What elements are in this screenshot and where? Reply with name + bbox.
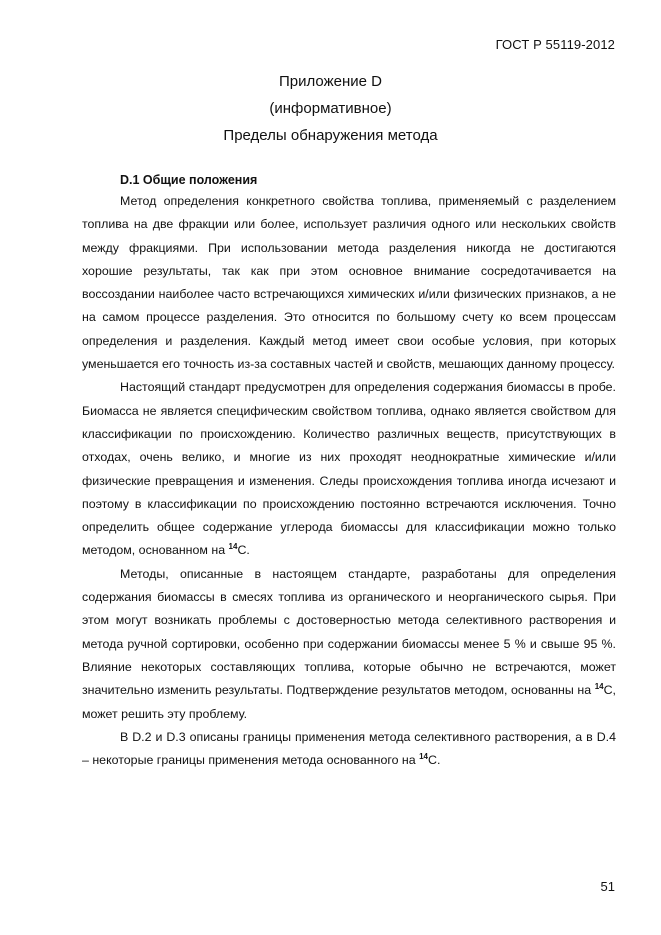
appendix-title: Приложение D	[279, 73, 382, 90]
page-number: 51	[600, 879, 615, 894]
document-id: ГОСТ Р 55119-2012	[495, 37, 615, 52]
paragraph-3	[82, 563, 616, 726]
isotope-superscript: 14	[419, 752, 429, 762]
paragraph-4	[82, 726, 616, 773]
section-body	[82, 190, 616, 772]
paragraph-2-tail: C.	[237, 543, 250, 558]
paragraph-1	[82, 190, 616, 376]
appendix-titles	[0, 68, 661, 149]
paragraph-4-tail: C.	[428, 753, 441, 768]
appendix-heading: Пределы обнаружения метода	[223, 127, 438, 144]
paragraph-4-text: В D.2 и D.3 описаны границы применения метода селективного растворения, а в D.4 – некоторые границы применения метода основанного на	[82, 729, 616, 768]
section-heading: D.1 Общие положения	[120, 173, 258, 187]
isotope-superscript: 14	[228, 542, 238, 552]
isotope-superscript: 14	[594, 682, 604, 692]
paragraph-2-text: Настоящий стандарт предусмотрен для определения содержания биомассы в пробе. Биомасса не является специфическим свойством топлива, однако является свойством для классификации по происхождению. Количество различных веществ, присутствующих в отходах, очень велико, и многие из них проходят неоднократные химические и/или физические превращения и изменения. Следы происхождения топлива иногда исчезают и поэтому в классификации по происхождению постоянно встречаются исключения. Точно определить общее содержание углерода биомассы для классификации можно только методом, основанном на	[82, 380, 616, 558]
paragraph-2	[82, 376, 616, 562]
paragraph-3-tail: C, может решить эту проблему.	[82, 683, 616, 721]
appendix-subtitle: (информативное)	[269, 100, 392, 117]
paragraph-1-text: Метод определения конкретного свойства топлива, применяемый с разделением топлива на две фракции или более, использует различия одного или нескольких свойств между фракциями. При использовании метода разделения никогда не достигаются хорошие результаты, так как при этом основное внимание сосредотачивается на воссоздании наиболее часто встречающихся химических и/или физических признаков, а не на самом процессе разделения. Это относится по большому счету ко всем процессам определения и разделения. Каждый метод имеет свои особые условия, при которых уменьшается его точность из-за составных частей и свойств, мешающих данному процессу.	[82, 194, 616, 372]
paragraph-3-text: Методы, описанные в настоящем стандарте, разработаны для определения содержания биомассы в смесях топлива из органического и неорганического сырья. При этом могут возникать проблемы с достоверностью метода селективного растворения и метода ручной сортировки, особенно при содержании биомассы менее 5 % и свыше 95 %. Влияние некоторых составляющих топлива, которые обычно не встречаются, может значительно изменить результаты. Подтверждение результатов методом, основанны на	[82, 566, 616, 698]
